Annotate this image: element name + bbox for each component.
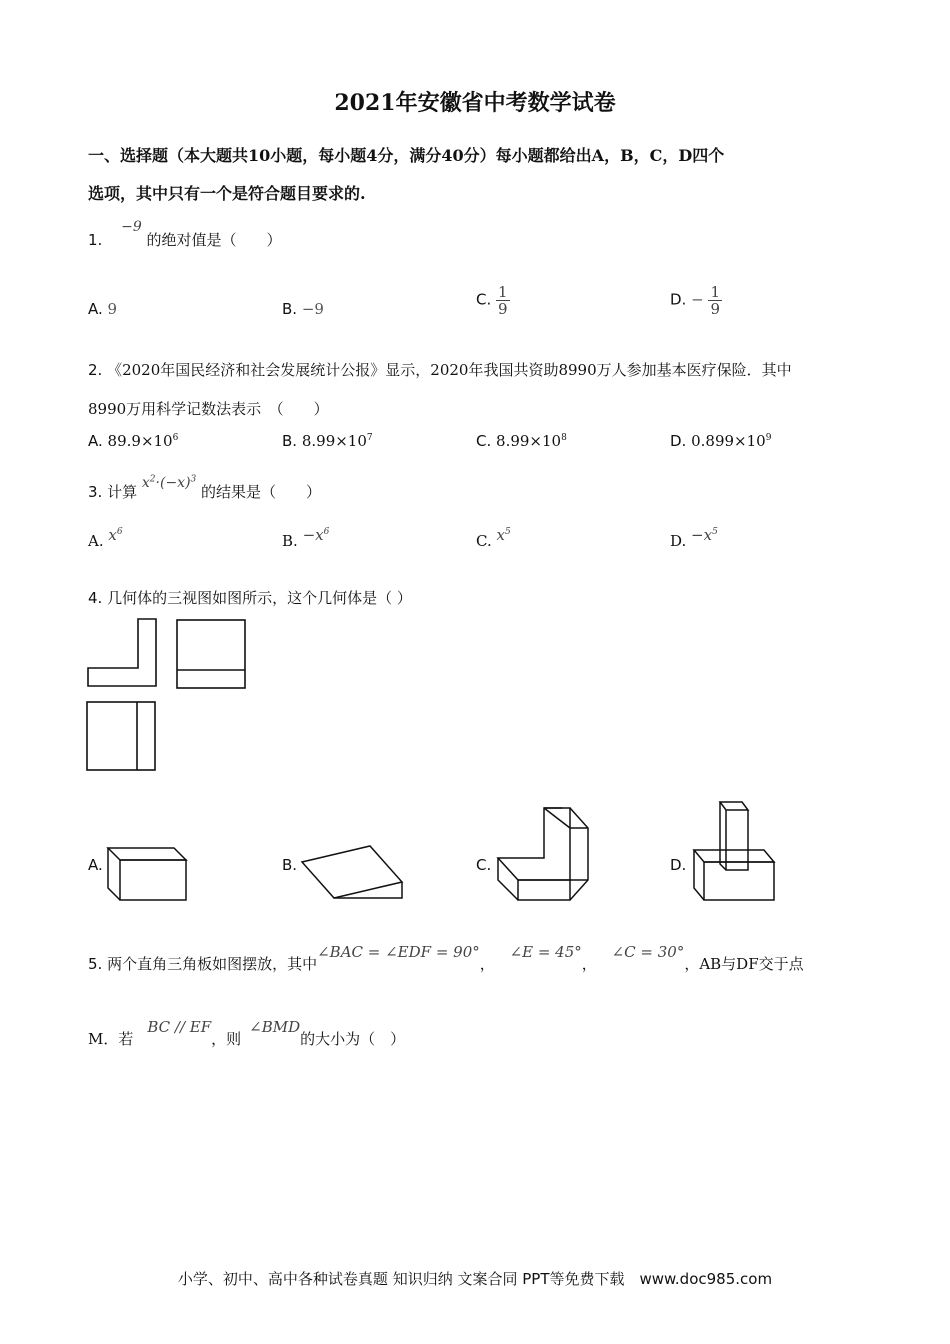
option-label: D.: [670, 532, 687, 550]
page-footer: 小学、初中、高中各种试卷真题 知识归纳 文案合同 PPT等免费下载 www.doc985.com: [177, 1270, 773, 1288]
question-text: 两个直角三角板如图摆放，其中: [107, 955, 318, 973]
question-5-line2: [88, 1018, 406, 1049]
option-value: $-x^5$: [691, 526, 718, 544]
option-exponent: 7: [366, 433, 373, 443]
math-expression: −9: [121, 219, 142, 235]
minus-sign: −: [691, 290, 704, 309]
question-number: 5.: [88, 955, 103, 973]
math-expression-angle-bmd: ∠BMD: [249, 1018, 301, 1036]
option-mantissa: 0.899×10: [691, 432, 766, 450]
question-text: 的绝对值是（ ）: [146, 231, 282, 249]
math-expression-parallel: BC // EF: [147, 1018, 212, 1036]
question-text-line2: 8990万用科学记数法表示 （ ）: [88, 400, 329, 418]
question-text: ，则: [211, 1030, 242, 1048]
option-label: B.: [282, 856, 298, 874]
math-expression-angle-e: ∠E = 45°: [509, 943, 582, 961]
option-exponent: 6: [172, 433, 179, 443]
option-label: A.: [88, 856, 103, 874]
math-expression: $x^2\cdot(-x)^3$: [141, 474, 197, 491]
question-text: ，AB与DF交于点: [684, 955, 804, 973]
option-label: D.: [670, 290, 687, 309]
fraction-numerator: 1: [710, 283, 721, 301]
math-expression-angles: ∠BAC = ∠EDF = 90°: [317, 943, 480, 961]
question-number: 4.: [88, 589, 103, 607]
option-label: B.: [282, 300, 298, 318]
option-label: B.: [282, 532, 298, 550]
option-mantissa: 8.99×10: [496, 432, 562, 450]
question-suffix: 的结果是（ ）: [201, 483, 322, 501]
option-exponent: 8: [561, 433, 567, 443]
question-number: 2.: [88, 361, 103, 379]
question-number: 1.: [88, 231, 103, 249]
section-heading-line2: 选项，其中只有一个是符合题目要求的.: [88, 184, 366, 203]
option-mantissa: 8.99×10: [301, 432, 367, 450]
fraction-denominator: 9: [498, 300, 508, 318]
option-label: C.: [476, 856, 492, 874]
option-value: $-x^6$: [302, 526, 330, 544]
option-label: A.: [88, 432, 103, 450]
option-value: 9: [107, 300, 118, 318]
question-text-line1: 《2020年国民经济和社会发展统计公报》显示，2020年我国共资助8990万人参加基本医疗保险．其中: [107, 361, 792, 379]
question-5: [88, 943, 804, 974]
option-label: A.: [88, 300, 103, 318]
option-exponent: 9: [765, 433, 772, 443]
option-label: C.: [476, 532, 492, 550]
question-prefix: 计算: [107, 483, 138, 501]
option-label: C.: [476, 290, 492, 309]
math-expression-angle-c: ∠C = 30°: [611, 943, 685, 961]
question-text: 几何体的三视图如图所示，这个几何体是（ ）: [107, 589, 412, 607]
option-label: D.: [670, 432, 687, 450]
option-value: −9: [301, 300, 324, 318]
option-label: A.: [88, 532, 104, 550]
option-value: $x^6$: [108, 526, 123, 544]
option-label: B.: [282, 432, 298, 450]
question-text: 的大小为（ ）: [300, 1030, 406, 1048]
section-heading-line1: 一、选择题（本大题共10小题，每小题4分，满分40分）每小题都给出A，B，C，D四个: [88, 146, 725, 165]
question-number: 3.: [88, 483, 103, 501]
question-text: M．若: [88, 1030, 134, 1048]
separator: ，: [479, 955, 495, 973]
separator: ，: [581, 955, 597, 973]
option-label: C.: [476, 432, 492, 450]
fraction-denominator: 9: [710, 300, 721, 318]
fraction-numerator: 1: [498, 283, 508, 301]
page-title: 2021年安徽省中考数学试卷: [334, 90, 616, 116]
option-label: D.: [670, 856, 687, 874]
option-value: $x^5$: [496, 526, 511, 544]
option-mantissa: 89.9×10: [107, 432, 173, 450]
